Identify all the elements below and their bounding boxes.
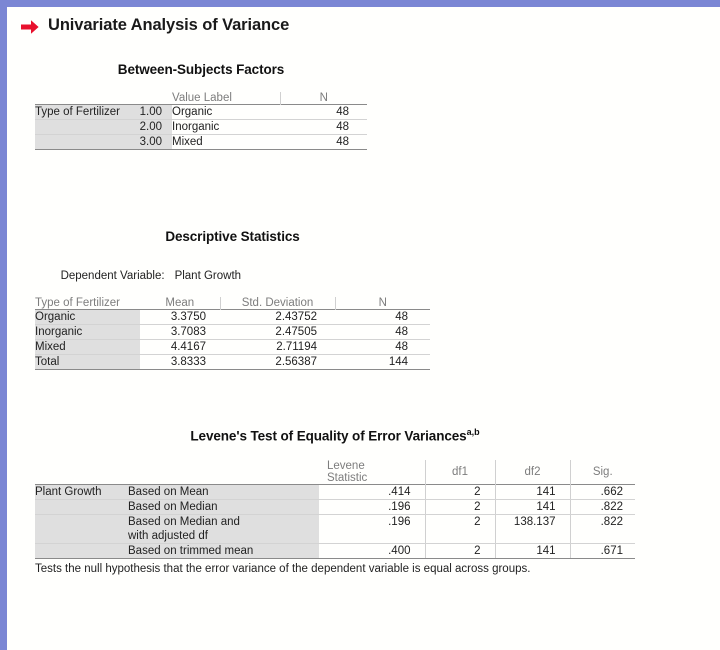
cell-statistic: .196 — [319, 499, 425, 514]
header-sig: Sig. — [570, 460, 635, 485]
table-row — [35, 340, 430, 355]
cell-statistic: .196 — [319, 514, 425, 543]
cell-df1: 2 — [425, 514, 495, 543]
row-group-label-spacer — [35, 543, 128, 558]
cell-value-label: Inorganic — [172, 120, 280, 135]
header-n: N — [335, 297, 430, 310]
cell-mean: 4.4167 — [140, 340, 220, 355]
header-value-label: Value Label — [172, 92, 232, 104]
header-type-of-fertilizer: Type of Fertilizer — [35, 297, 120, 309]
cell-basis-line2: with adjusted df — [128, 529, 208, 542]
cell-n: 48 — [335, 340, 430, 355]
header-df2: df2 — [495, 460, 570, 485]
levene-test-table — [35, 460, 635, 559]
dependent-variable-label: Dependent Variable: — [60, 270, 165, 282]
header-n: N — [280, 92, 367, 105]
cell-value-label: Mixed — [172, 135, 280, 150]
cell-mean: 3.7083 — [140, 325, 220, 340]
cell-df2: 138.137 — [495, 514, 570, 543]
cell-value: 1.00 — [127, 105, 172, 120]
levene-test-title-text: Levene's Test of Equality of Error Variances — [190, 428, 467, 444]
output-content-area — [7, 7, 720, 650]
cell-statistic: .414 — [319, 484, 425, 499]
cell-std-deviation: 2.71194 — [220, 340, 335, 355]
window-accent-band-left — [0, 7, 7, 650]
table-row — [35, 355, 430, 370]
page-title: Univariate Analysis of Variance — [48, 16, 290, 34]
output-heading — [7, 7, 720, 35]
cell-value: 2.00 — [127, 120, 172, 135]
cell-basis: Based on Mean — [128, 484, 319, 499]
cell-sig: .822 — [570, 499, 635, 514]
row-group-label-spacer — [35, 514, 128, 543]
cell-std-deviation: 2.47505 — [220, 325, 335, 340]
header-levene-statistic — [319, 460, 425, 485]
cell-df1: 2 — [425, 543, 495, 558]
cell-sig: .671 — [570, 543, 635, 558]
header-blank-2 — [127, 92, 172, 105]
cell-n: 48 — [280, 135, 367, 150]
between-subjects-factors-title: Between-Subjects Factors — [117, 62, 285, 77]
row-group-label-spacer — [35, 120, 127, 135]
cell-basis-line1: Based on Median and — [128, 515, 240, 528]
cell-df1: 2 — [425, 484, 495, 499]
cell-n: 144 — [335, 355, 430, 370]
cell-statistic: .400 — [319, 543, 425, 558]
cell-df2: 141 — [495, 484, 570, 499]
cell-n: 48 — [280, 105, 367, 120]
levene-test-block — [35, 427, 655, 577]
cell-mean: 3.3750 — [140, 310, 220, 325]
table-row — [35, 105, 367, 120]
row-group-label-spacer — [35, 135, 127, 150]
header-df1: df1 — [425, 460, 495, 485]
table-row — [35, 325, 430, 340]
row-group-label: Plant Growth — [35, 484, 128, 499]
header-mean: Mean — [165, 297, 195, 309]
descriptive-statistics-title: Descriptive Statistics — [165, 229, 300, 244]
cell-n: 48 — [280, 120, 367, 135]
header-blank-1 — [35, 460, 128, 485]
cell-sig: .822 — [570, 514, 635, 543]
table-row — [35, 499, 635, 514]
header-blank-2 — [128, 460, 319, 485]
red-right-arrow-icon — [20, 18, 40, 36]
cell-group: Total — [35, 355, 140, 370]
table-header-row — [35, 297, 430, 310]
cell-basis: Based on Median — [128, 499, 319, 514]
dependent-variable-caption — [35, 258, 455, 297]
row-group-label-spacer — [35, 499, 128, 514]
table-header-row — [35, 460, 635, 485]
dependent-variable-value: Plant Growth — [174, 270, 242, 282]
cell-basis — [128, 514, 319, 543]
cell-group: Mixed — [35, 340, 140, 355]
levene-test-footnote: Tests the null hypothesis that the error variance of the dependent variable is equal across groups. — [35, 562, 531, 575]
table-header-row — [35, 92, 367, 105]
between-subjects-factors-table — [35, 92, 367, 150]
cell-n: 48 — [335, 325, 430, 340]
table-row — [35, 514, 635, 543]
header-blank-1 — [35, 92, 127, 105]
levene-test-title — [35, 427, 635, 444]
descriptive-statistics-block — [35, 229, 455, 370]
cell-group: Organic — [35, 310, 140, 325]
cell-df2: 141 — [495, 543, 570, 558]
cell-group: Inorganic — [35, 325, 140, 340]
cell-value-label: Organic — [172, 105, 280, 120]
table-row — [35, 543, 635, 558]
header-levene-statistic-line2: Statistic — [327, 471, 368, 484]
cell-df2: 141 — [495, 499, 570, 514]
table-row — [35, 310, 430, 325]
row-group-label: Type of Fertilizer — [35, 105, 127, 120]
cell-basis: Based on trimmed mean — [128, 543, 319, 558]
cell-n: 48 — [335, 310, 430, 325]
header-levene-statistic-line1: Levene — [327, 459, 365, 472]
cell-value: 3.00 — [127, 135, 172, 150]
window-accent-band-top — [0, 0, 720, 7]
table-row — [35, 120, 367, 135]
levene-test-title-superscript: a,b — [466, 427, 480, 437]
cell-std-deviation: 2.56387 — [220, 355, 335, 370]
descriptive-statistics-table — [35, 297, 430, 370]
table-row — [35, 135, 367, 150]
between-subjects-factors-block — [35, 62, 395, 150]
cell-df1: 2 — [425, 499, 495, 514]
table-row — [35, 484, 635, 499]
header-std-deviation: Std. Deviation — [220, 297, 335, 310]
cell-mean: 3.8333 — [140, 355, 220, 370]
cell-sig: .662 — [570, 484, 635, 499]
cell-std-deviation: 2.43752 — [220, 310, 335, 325]
